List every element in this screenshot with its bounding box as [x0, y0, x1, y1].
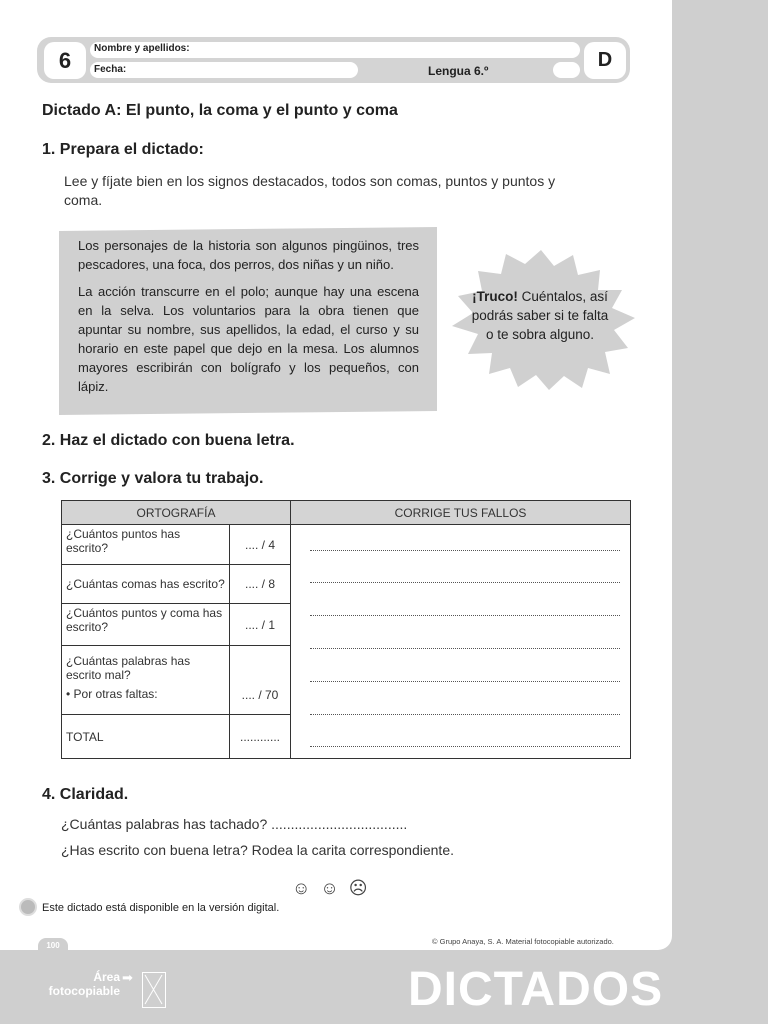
section-1-heading: 1. Prepara el dictado:	[42, 141, 204, 158]
question-extra: • Por otras faltas:	[66, 687, 158, 701]
tip-body: Cuéntalos, así podrás saber si te falta o te sobra alguno.	[471, 289, 609, 342]
right-margin-bar	[672, 0, 768, 1024]
area-line-2: fotocopiable	[48, 984, 120, 998]
score-cell[interactable]: .... / 70	[230, 646, 291, 715]
tip-bold: ¡Truco!	[472, 289, 518, 304]
page-title: Dictado A: El punto, la coma y el punto y coma	[42, 102, 398, 119]
table-row	[62, 525, 631, 565]
digital-version-icon	[19, 898, 37, 916]
copyright: © Grupo Anaya, S. A. Material fotocopiable autorizado.	[432, 937, 614, 946]
score-cell[interactable]: .... / 4	[230, 525, 291, 565]
question-cell	[62, 646, 230, 715]
section-4-heading: 4. Claridad.	[42, 786, 129, 803]
smiley-faces[interactable]: ☺☺☹	[292, 878, 378, 898]
question-cell: ¿Cuántos puntos y coma has escrito?	[62, 604, 230, 646]
subject-label: Lengua 6.º	[428, 64, 489, 78]
section-3-heading: 3. Corrige y valora tu trabajo.	[42, 470, 264, 487]
question-cell: ¿Cuántas comas has escrito?	[62, 565, 230, 604]
correction-line[interactable]	[310, 714, 620, 715]
col-header-corrige: CORRIGE TUS FALLOS	[291, 501, 631, 525]
photocopy-box-icon	[142, 972, 166, 1008]
question-cell: TOTAL	[62, 715, 230, 759]
correction-line[interactable]	[310, 615, 620, 616]
worksheet-number: 6	[44, 42, 86, 79]
extra-field[interactable]	[553, 62, 580, 78]
dictation-text	[78, 236, 419, 404]
question-cell: ¿Cuántos puntos has escrito?	[62, 525, 230, 565]
score-cell[interactable]: .... / 8	[230, 565, 291, 604]
dictation-paragraph-2: La acción transcurre en el polo; aunque hay una escena en la selva. Los voluntarios para la obra tienen que apuntar su nombre, sus apellidos, la edad, el curso y su horario en este papel que dejo en la mesa. Los alumnos mayores escribirán con bolígrafo y los pequeños, con lápiz.	[78, 284, 419, 394]
correction-line[interactable]	[310, 746, 620, 747]
arrow-right-icon: ➡	[122, 970, 133, 985]
dictation-paragraph-1: Los personajes de la historia son algunos pingüinos, tres pescadores, una foca, dos perros, dos niñas y un niño.	[78, 238, 419, 272]
claridad-question-2: ¿Has escrito con buena letra? Rodea la carita correspondiente.	[61, 842, 454, 858]
page-number: 100	[38, 938, 68, 954]
section-2-heading: 2. Haz el dictado con buena letra.	[42, 432, 295, 449]
tip-text	[470, 287, 610, 344]
area-line-1: Área	[93, 970, 120, 984]
correction-table	[61, 500, 631, 759]
correction-line[interactable]	[310, 550, 620, 551]
brand-title: DICTADOS	[408, 963, 664, 1016]
correction-line[interactable]	[310, 582, 620, 583]
score-cell[interactable]: ............	[230, 715, 291, 759]
date-label: Fecha:	[94, 64, 127, 75]
section-1-intro: Lee y fíjate bien en los signos destacados, todos son comas, puntos y puntos y coma.	[64, 173, 556, 208]
correction-line[interactable]	[310, 648, 620, 649]
level-letter: D	[584, 42, 626, 79]
question-text: ¿Cuántas palabras has escrito mal?	[66, 654, 191, 682]
date-field[interactable]	[90, 62, 358, 78]
name-label: Nombre y apellidos:	[94, 43, 190, 54]
correction-line[interactable]	[310, 681, 620, 682]
corrections-area[interactable]	[291, 525, 631, 759]
digital-note: Este dictado está disponible en la versión digital.	[42, 902, 280, 914]
area-fotocopiable-label	[38, 970, 120, 998]
col-header-ortografia: ORTOGRAFÍA	[62, 501, 291, 525]
claridad-question-1: ¿Cuántas palabras has tachado? ...................................	[61, 816, 408, 832]
score-cell[interactable]: .... / 1	[230, 604, 291, 646]
